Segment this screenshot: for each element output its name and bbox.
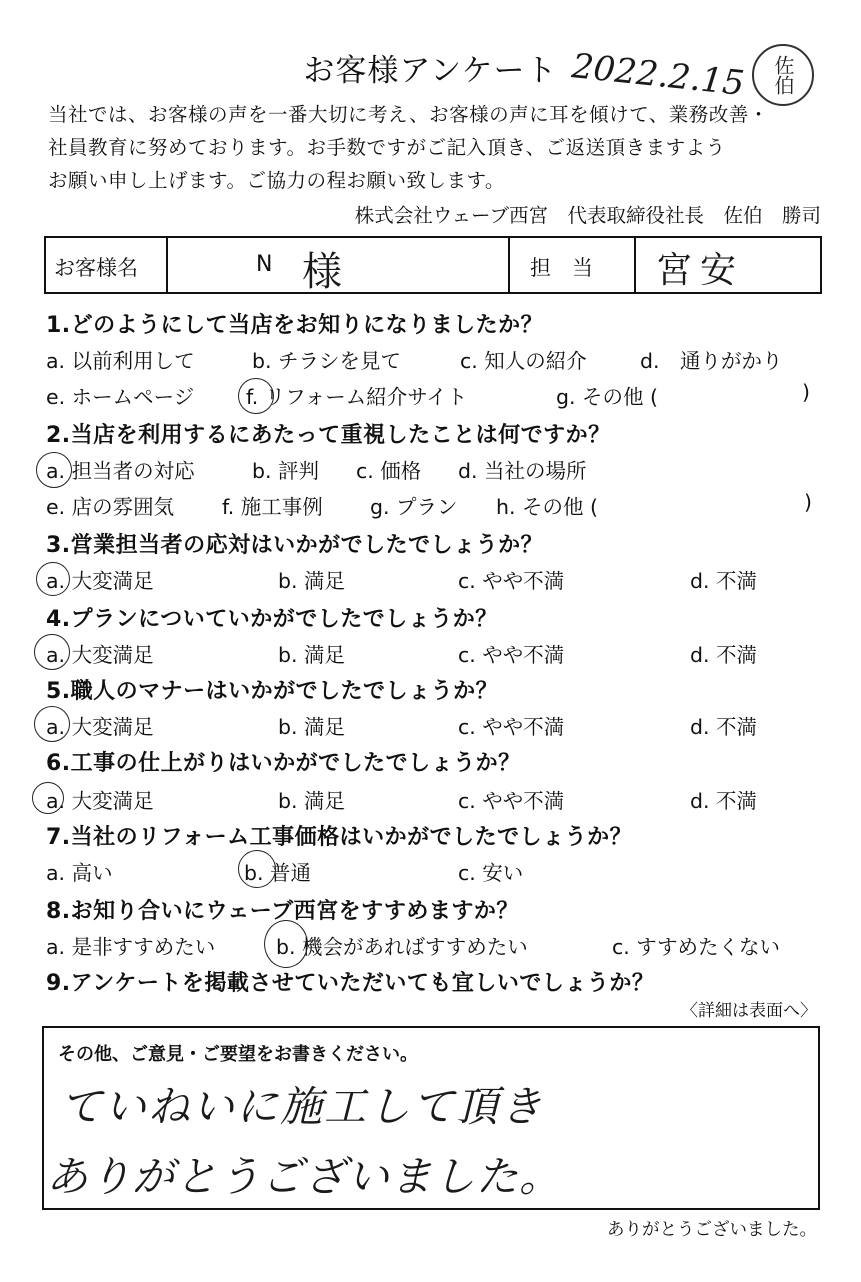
q4-option-b: b. 満足 xyxy=(278,643,346,667)
staff-label-cell xyxy=(510,238,636,292)
question-3: 3.営業担当者の応対はいかがでしたでしょうか？ xyxy=(46,533,544,558)
handwritten-date: 2022.2.15 xyxy=(569,46,747,104)
q1-option-a: a. 以前利用して xyxy=(46,349,195,373)
q1-option-b: b. チラシを見て xyxy=(252,349,402,373)
q8-answer-circle xyxy=(264,920,308,968)
q2-option-c: c. 価格 xyxy=(356,459,422,483)
q6-option-d: d. 不満 xyxy=(690,789,758,813)
question-6: 6.工事の仕上がりはいかがでしたでしょうか？ xyxy=(46,751,521,776)
q2-option-b: b. 評判 xyxy=(252,459,320,483)
detail-note: 〈詳細は表面へ〉 xyxy=(681,1001,817,1021)
q3-option-a: a. 大変満足 xyxy=(46,569,154,593)
q6-option-a: a. 大変満足 xyxy=(46,789,154,813)
q1-option-g-close: ) xyxy=(802,380,810,404)
customer-name-label-cell xyxy=(46,238,168,292)
comment-heading: その他、ご意見・ご要望をお書きください。 xyxy=(58,1044,418,1065)
q2-option-d: d. 当社の場所 xyxy=(458,459,587,483)
staff-label: 担 当 xyxy=(530,256,593,280)
comment-line-2: ありがとうございました。 xyxy=(46,1152,563,1201)
q4-option-d: d. 不満 xyxy=(690,643,758,667)
q2-option-e: e. 店の雰囲気 xyxy=(46,495,175,519)
q3-option-d: d. 不満 xyxy=(690,569,758,593)
q7-option-b: b. 普通 xyxy=(244,861,312,885)
q5-option-a: a. 大変満足 xyxy=(46,715,154,739)
customer-name-label: お客様名 xyxy=(54,256,138,280)
question-2: 2.当店を利用するにあたって重視したことは何ですか？ xyxy=(46,423,611,448)
q2-option-h: h. その他 ( xyxy=(496,495,599,519)
q1-answer-circle xyxy=(238,378,274,414)
intro-line-2: 社員教育に努めております。お手数ですがご記入頂き、ご返送頂きますよう xyxy=(48,136,726,159)
q1-option-c: c. 知人の紹介 xyxy=(460,349,587,373)
q4-option-a: a. 大変満足 xyxy=(46,643,154,667)
q8-option-c: c. すすめたくない xyxy=(612,935,781,959)
question-9: 9.アンケートを掲載させていただいても宜しいでしょうか？ xyxy=(46,971,655,996)
q6-answer-circle xyxy=(32,782,64,814)
customer-honorific: 様 xyxy=(302,249,342,295)
question-7: 7.当社のリフォーム工事価格はいかがでしたでしょうか？ xyxy=(46,825,633,850)
question-5: 5.職人のマナーはいかがでしたでしょうか？ xyxy=(46,679,499,704)
q4-answer-circle xyxy=(34,634,70,670)
question-4: 4.プランについていかがでしたでしょうか？ xyxy=(46,607,498,632)
q1-option-e: e. ホームページ xyxy=(46,385,195,409)
q7-option-a: a. 高い xyxy=(46,861,113,885)
q5-option-c: c. やや不満 xyxy=(458,715,565,739)
q5-answer-circle xyxy=(34,706,70,742)
q8-option-a: a. 是非すすめたい xyxy=(46,935,216,959)
question-8: 8.お知り合いにウェーブ西宮をすすめますか？ xyxy=(46,899,519,924)
q2-option-f: f. 施工事例 xyxy=(222,495,323,519)
seal-text: 佐伯 xyxy=(771,55,795,95)
q5-option-b: b. 満足 xyxy=(278,715,346,739)
q3-option-c: c. やや不満 xyxy=(458,569,565,593)
survey-title: お客様アンケート xyxy=(303,53,558,89)
q2-option-g: g. プラン xyxy=(370,495,458,519)
seal-stamp xyxy=(752,44,814,106)
q1-option-d: d. 通りがかり xyxy=(640,349,783,373)
q2-option-h-close: ) xyxy=(804,490,812,514)
comment-box xyxy=(42,1026,820,1210)
q3-answer-circle xyxy=(36,562,70,596)
customer-name-cell xyxy=(168,238,510,295)
question-1: 1.どのようにして当店をお知りになりましたか？ xyxy=(46,313,544,338)
intro-line-3: お願い申し上げます。ご協力の程お願い致します。 xyxy=(48,169,505,192)
q7-answer-circle xyxy=(238,850,276,888)
q1-option-g: g. その他 ( xyxy=(556,385,659,409)
q1-option-f: f. リフォーム紹介サイト xyxy=(246,385,468,409)
q3-option-b: b. 満足 xyxy=(278,569,346,593)
q6-option-b: b. 満足 xyxy=(278,789,346,813)
customer-table xyxy=(44,236,822,294)
staff-value-cell xyxy=(636,238,820,292)
q5-option-d: d. 不満 xyxy=(690,715,758,739)
q2-option-a: a. 担当者の対応 xyxy=(46,459,195,483)
staff-value: 宮安 xyxy=(656,250,745,291)
intro-line-1: 当社では、お客様の声を一番大切に考え、お客様の声に耳を傾けて、業務改善・ xyxy=(48,103,769,126)
q2-answer-circle xyxy=(36,452,72,488)
q8-option-b: b. 機会があればすすめたい xyxy=(276,935,528,959)
q4-option-c: c. やや不満 xyxy=(458,643,565,667)
q7-option-c: c. 安い xyxy=(458,861,524,885)
closing-thanks: ありがとうございました。 xyxy=(607,1220,817,1240)
comment-line-1: ていねいに施工して頂き xyxy=(60,1082,545,1131)
customer-name-value: N xyxy=(256,252,273,277)
q6-option-c: c. やや不満 xyxy=(458,789,565,813)
company-line: 株式会社ウェーブ西宮 代表取締役社長 佐伯 勝司 xyxy=(354,204,821,227)
